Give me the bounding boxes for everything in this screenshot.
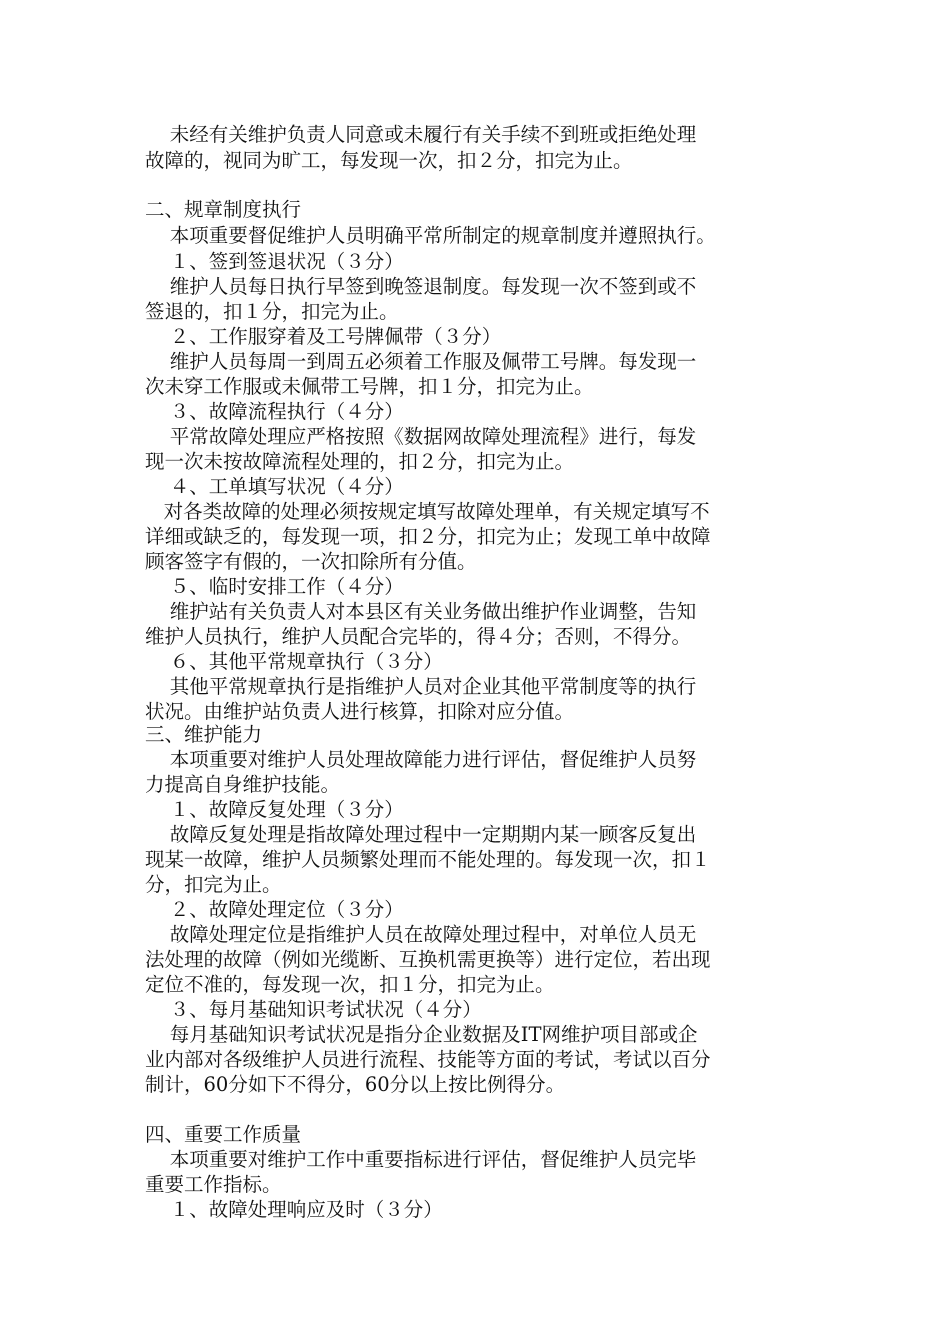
paragraph-line: 未经有关维护负责人同意或未履行有关手续不到班或拒绝处理 <box>145 123 697 146</box>
paragraph-line: 平常故障处理应严格按照《数据网故障处理流程》进行，每发 <box>145 425 697 448</box>
paragraph-line: 维护人员每日执行早签到晚签退制度。每发现一次不签到或不 <box>145 275 697 298</box>
paragraph-line: 故障的，视同为旷工，每发现一次，扣２分，扣完为止。 <box>145 149 633 172</box>
paragraph-line: 本项重要督促维护人员明确平常所制定的规章制度并遵照执行。 <box>145 224 716 247</box>
paragraph-line: 对各类故障的处理必须按规定填写故障处理单，有关规定填写不 <box>145 500 710 523</box>
paragraph-line: 维护人员执行，维护人员配合完毕的，得４分；否则，不得分。 <box>145 625 692 648</box>
paragraph-line: 现某一故障，维护人员频繁处理而不能处理的。每发现一次，扣１ <box>145 848 711 871</box>
paragraph-line: 分，扣完为止。 <box>145 873 282 896</box>
paragraph-line: 重要工作指标。 <box>145 1173 282 1196</box>
paragraph-line: 力提高自身维护技能。 <box>145 773 341 796</box>
paragraph-line: 每月基础知识考试状况是指分企业数据及IT网维护项目部或企 <box>145 1023 698 1046</box>
paragraph-line: 维护人员每周一到周五必须着工作服及佩带工号牌。每发现一 <box>145 350 697 373</box>
paragraph-line: 本项重要对维护工作中重要指标进行评估，督促维护人员完毕 <box>145 1148 697 1171</box>
paragraph-line: 详细或缺乏的，每发现一项，扣２分，扣完为止；发现工单中故障 <box>145 525 711 548</box>
subsection-heading: １、故障处理响应及时（３分） <box>145 1198 443 1221</box>
subsection-heading: ４、工单填写状况（４分） <box>145 475 404 498</box>
paragraph-line: 定位不准的，每发现一次，扣１分，扣完为止。 <box>145 973 555 996</box>
paragraph-line: 本项重要对维护人员处理故障能力进行评估，督促维护人员努 <box>145 748 697 771</box>
subsection-heading: ５、临时安排工作（４分） <box>145 575 404 598</box>
paragraph-line: 维护站有关负责人对本县区有关业务做出维护作业调整，告知 <box>145 600 697 623</box>
paragraph-line: 法处理的故障（例如光缆断、互换机需更换等）进行定位，若出现 <box>145 948 711 971</box>
paragraph-line: 其他平常规章执行是指维护人员对企业其他平常制度等的执行 <box>145 675 697 698</box>
subsection-heading: ３、每月基础知识考试状况（４分） <box>145 998 482 1021</box>
subsection-heading: ３、故障流程执行（４分） <box>145 400 404 423</box>
paragraph-line: 现一次未按故障流程处理的，扣２分，扣完为止。 <box>145 450 575 473</box>
paragraph-line: 次未穿工作服或未佩带工号牌，扣１分，扣完为止。 <box>145 375 594 398</box>
section-heading: 三、维护能力 <box>145 723 263 746</box>
paragraph-line: 故障处理定位是指维护人员在故障处理过程中，对单位人员无 <box>145 923 697 946</box>
paragraph-line: 业内部对各级维护人员进行流程、技能等方面的考试，考试以百分 <box>145 1048 711 1071</box>
paragraph-line: 制计，60分如下不得分，60分以上按比例得分。 <box>145 1073 566 1096</box>
subsection-heading: １、签到签退状况（３分） <box>145 250 404 273</box>
section-heading: 二、规章制度执行 <box>145 198 302 221</box>
subsection-heading: ２、工作服穿着及工号牌佩带（３分） <box>145 325 502 348</box>
paragraph-line: 故障反复处理是指故障处理过程中一定期期内某一顾客反复出 <box>145 823 697 846</box>
paragraph-line: 状况。由维护站负责人进行核算，扣除对应分值。 <box>145 700 575 723</box>
subsection-heading: ２、故障处理定位（３分） <box>145 898 404 921</box>
subsection-heading: ６、其他平常规章执行（３分） <box>145 650 443 673</box>
subsection-heading: １、故障反复处理（３分） <box>145 798 404 821</box>
paragraph-line: 顾客签字有假的，一次扣除所有分值。 <box>145 550 477 573</box>
section-heading: 四、重要工作质量 <box>145 1123 302 1146</box>
paragraph-line: 签退的，扣１分，扣完为止。 <box>145 300 399 323</box>
